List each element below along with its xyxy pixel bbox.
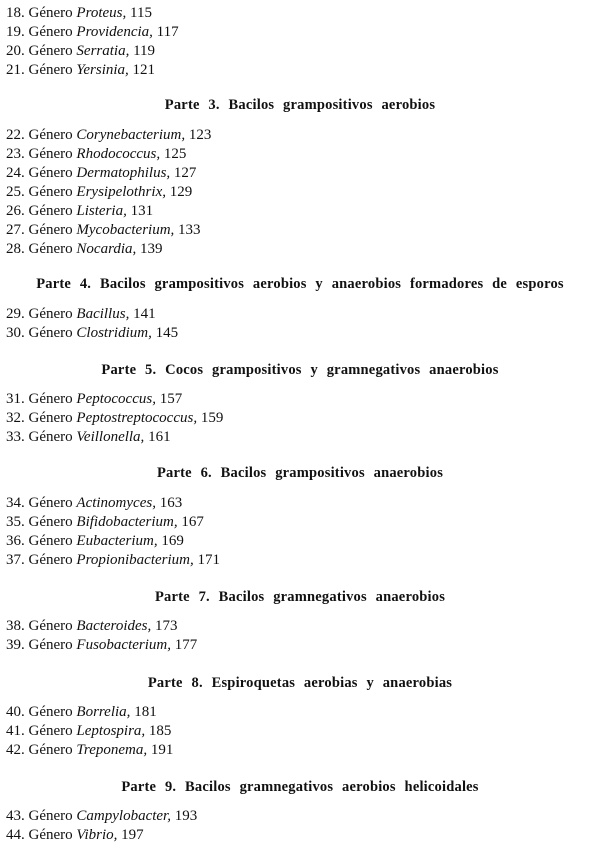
- entry-word: Género: [28, 127, 73, 143]
- entry-word: Género: [28, 514, 73, 530]
- entry-number: 31.: [6, 391, 25, 407]
- genus-name: Fusobacterium,: [76, 637, 171, 653]
- section-heading: Parte 7. Bacilos gramnegativos anaerobios: [154, 589, 446, 605]
- entry-number: 39.: [6, 637, 25, 653]
- list-item: [6, 722, 171, 741]
- entry-word: Género: [28, 306, 73, 322]
- page-number: 169: [161, 533, 184, 549]
- page-number: 141: [133, 306, 156, 322]
- section-heading: Parte 5. Cocos grampositivos y gramnegativos anaerobios: [101, 362, 499, 378]
- entry-number: 25.: [6, 184, 25, 200]
- genus-name: Proteus,: [76, 5, 127, 21]
- entry-number: 28.: [6, 241, 25, 257]
- entry-word: Género: [28, 222, 73, 238]
- genus-name: Providencia,: [76, 24, 153, 40]
- page-number: 157: [159, 391, 183, 407]
- genus-name: Bacteroides,: [76, 618, 152, 634]
- entry-word: Género: [28, 241, 73, 257]
- list-item: [6, 164, 196, 183]
- entry-word: Género: [28, 62, 73, 78]
- genus-name: Rhodococcus,: [76, 146, 161, 162]
- list-item: [6, 741, 173, 760]
- entry-word: Género: [28, 146, 73, 162]
- list-item: [6, 636, 197, 655]
- genus-name: Yersinia,: [76, 62, 129, 78]
- list-item: [6, 428, 171, 447]
- list-item: [6, 305, 156, 324]
- entry-word: Género: [28, 43, 73, 59]
- list-item: [6, 826, 144, 845]
- entry-number: 20.: [6, 43, 25, 59]
- entry-word: Género: [28, 165, 73, 181]
- entry-number: 38.: [6, 618, 25, 634]
- page-number: 159: [200, 410, 224, 426]
- entry-word: Género: [28, 808, 73, 824]
- list-item: [6, 324, 178, 343]
- list-item: [6, 390, 182, 409]
- entry-word: Género: [28, 618, 73, 634]
- list-item: [6, 23, 179, 42]
- list-item: [6, 513, 204, 532]
- genus-name: Listeria,: [76, 203, 127, 219]
- section-heading: Parte 3. Bacilos grampositivos aerobios: [164, 97, 436, 113]
- entry-number: 43.: [6, 808, 25, 824]
- list-item: [6, 703, 157, 722]
- entry-word: Género: [28, 552, 73, 568]
- entry-word: Género: [28, 723, 73, 739]
- entry-word: Género: [28, 24, 73, 40]
- entry-word: Género: [28, 533, 73, 549]
- genus-name: Vibrio,: [76, 827, 118, 843]
- entry-word: Género: [28, 410, 73, 426]
- list-item: [6, 240, 163, 259]
- page-number: 133: [178, 222, 201, 238]
- page-number: 115: [130, 5, 152, 21]
- genus-name: Dermatophilus,: [76, 165, 171, 181]
- section-heading: Parte 6. Bacilos grampositivos anaerobios: [156, 465, 444, 481]
- list-item: [6, 183, 192, 202]
- genus-name: Peptococcus,: [76, 391, 156, 407]
- entry-word: Género: [28, 325, 73, 341]
- list-item: [6, 617, 178, 636]
- page-number: 185: [148, 723, 172, 739]
- genus-name: Leptospira,: [76, 723, 146, 739]
- page-number: 161: [148, 429, 171, 445]
- genus-name: Erysipelothrix,: [76, 184, 166, 200]
- genus-name: Clostridium,: [76, 325, 152, 341]
- entry-number: 19.: [6, 24, 25, 40]
- list-item: [6, 126, 211, 145]
- genus-name: Serratia,: [76, 43, 130, 59]
- entry-number: 32.: [6, 410, 25, 426]
- genus-name: Campylobacter,: [76, 808, 171, 824]
- genus-name: Veillonella,: [76, 429, 145, 445]
- list-item: [6, 807, 197, 826]
- page-number: 171: [197, 552, 221, 568]
- list-item: [6, 4, 152, 23]
- entry-number: 40.: [6, 704, 25, 720]
- genus-name: Borrelia,: [76, 704, 131, 720]
- list-item: [6, 551, 220, 570]
- page-number: 129: [169, 184, 193, 200]
- entry-number: 26.: [6, 203, 25, 219]
- list-item: [6, 145, 186, 164]
- entry-number: 44.: [6, 827, 25, 843]
- list-item: [6, 42, 155, 61]
- entry-number: 24.: [6, 165, 25, 181]
- entry-number: 37.: [6, 552, 25, 568]
- list-item: [6, 409, 223, 428]
- entry-word: Género: [28, 203, 73, 219]
- entry-word: Género: [28, 184, 73, 200]
- page-number: 167: [181, 514, 204, 530]
- list-item: [6, 532, 184, 551]
- entry-number: 34.: [6, 495, 25, 511]
- entry-word: Género: [28, 429, 73, 445]
- entry-word: Género: [28, 704, 73, 720]
- entry-number: 29.: [6, 306, 25, 322]
- entry-word: Género: [28, 637, 73, 653]
- list-item: [6, 202, 153, 221]
- entry-number: 41.: [6, 723, 25, 739]
- page-number: 127: [173, 165, 197, 181]
- page-number: 117: [156, 24, 179, 40]
- entry-number: 27.: [6, 222, 25, 238]
- genus-name: Peptostreptococcus,: [76, 410, 198, 426]
- genus-name: Corynebacterium,: [76, 127, 186, 143]
- entry-number: 23.: [6, 146, 25, 162]
- entry-number: 36.: [6, 533, 25, 549]
- entry-number: 22.: [6, 127, 25, 143]
- section-heading: Parte 4. Bacilos grampositivos aerobios y anaerobios formadores de esporos: [36, 276, 564, 292]
- entry-number: 35.: [6, 514, 25, 530]
- page-number: 131: [130, 203, 154, 219]
- genus-name: Bifidobacterium,: [76, 514, 178, 530]
- genus-name: Nocardia,: [76, 241, 137, 257]
- list-item: [6, 61, 155, 80]
- page-number: 177: [174, 637, 198, 653]
- page-number: 139: [140, 241, 163, 257]
- genus-name: Actinomyces,: [76, 495, 156, 511]
- page-number: 191: [150, 742, 174, 758]
- entry-word: Género: [28, 5, 73, 21]
- page-number: 197: [121, 827, 144, 843]
- page-number: 125: [163, 146, 187, 162]
- entry-number: 30.: [6, 325, 25, 341]
- entry-number: 33.: [6, 429, 25, 445]
- entry-number: 18.: [6, 5, 25, 21]
- entry-word: Género: [28, 827, 73, 843]
- page-number: 181: [134, 704, 157, 720]
- page-number: 193: [174, 808, 198, 824]
- genus-name: Treponema,: [76, 742, 148, 758]
- section-heading: Parte 8. Espiroquetas aerobias y anaerobias: [147, 675, 453, 691]
- genus-name: Bacillus,: [76, 306, 130, 322]
- list-item: [6, 221, 201, 240]
- genus-name: Eubacterium,: [76, 533, 158, 549]
- page-number: 173: [155, 618, 178, 634]
- entry-word: Género: [28, 495, 73, 511]
- entry-word: Género: [28, 742, 73, 758]
- page-number: 145: [155, 325, 179, 341]
- page-number: 119: [133, 43, 156, 59]
- genus-name: Mycobacterium,: [76, 222, 175, 238]
- list-item: [6, 494, 182, 513]
- page-number: 163: [159, 495, 183, 511]
- entry-number: 21.: [6, 62, 25, 78]
- page-number: 123: [188, 127, 212, 143]
- entry-number: 42.: [6, 742, 25, 758]
- genus-name: Propionibacterium,: [76, 552, 194, 568]
- section-heading: Parte 9. Bacilos gramnegativos aerobios helicoidales: [121, 779, 479, 795]
- entry-word: Género: [28, 391, 73, 407]
- page-number: 121: [132, 62, 156, 78]
